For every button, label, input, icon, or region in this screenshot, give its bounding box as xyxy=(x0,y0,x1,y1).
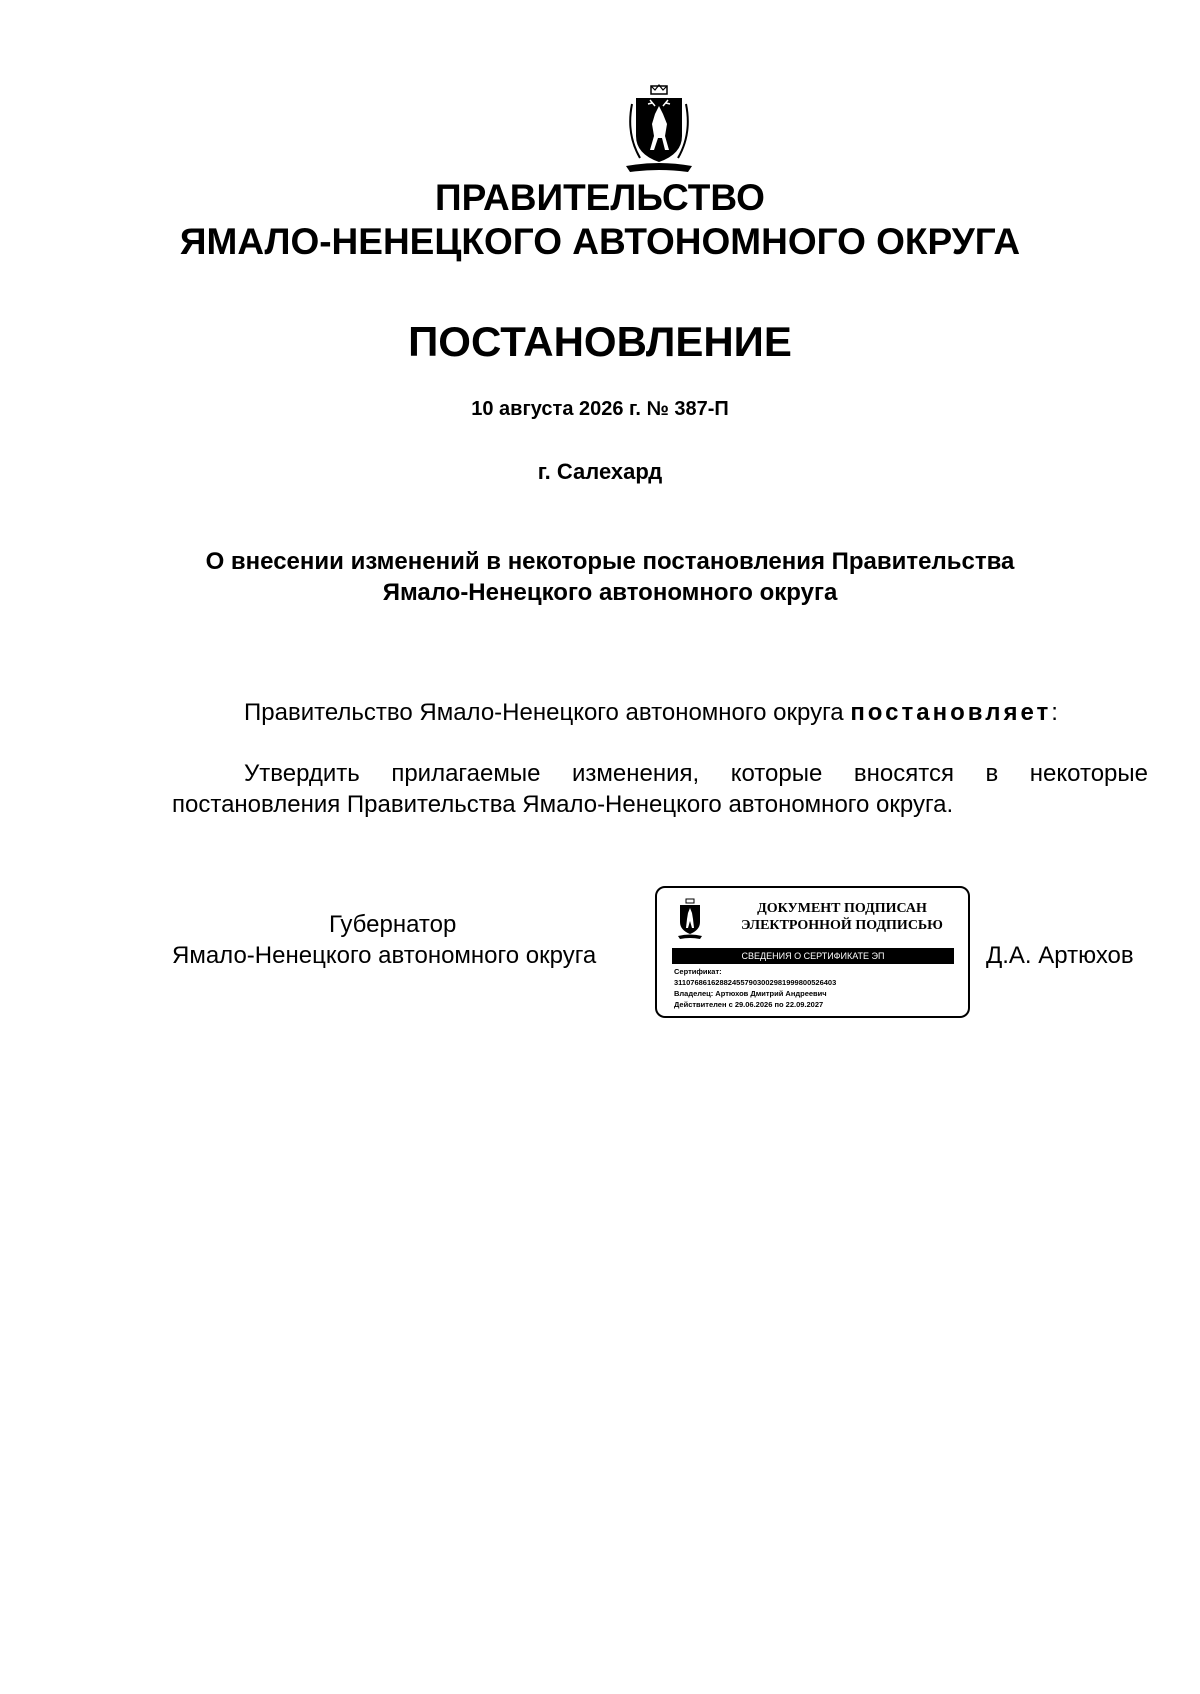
decision-paragraph: Утвердить прилагаемые изменения, которые вносятся в некоторые постановления Правительства Ямало-Ненецкого автономного округа. xyxy=(172,760,1148,818)
stamp-cert-number: 311076861628824557903002981999800526403 xyxy=(674,978,837,987)
signatory-position-line1: Губернатор xyxy=(329,911,457,938)
intro-emphasis: постановляет xyxy=(850,699,1052,726)
stamp-cert-info xyxy=(674,966,964,1010)
org-name-line1: ПРАВИТЕЛЬСТВО xyxy=(435,177,765,218)
doc-city: г. Салехард xyxy=(537,459,663,484)
doc-date-number: 10 августа 2026 г. № 387-П xyxy=(471,398,729,420)
signatory-position-line2: Ямало-Ненецкого автономного округа xyxy=(172,942,597,969)
stamp-title xyxy=(719,900,965,934)
stamp-valid: Действителен с 29.06.2026 по 22.09.2027 xyxy=(674,1000,824,1009)
org-name-line2: ЯМАЛО-НЕНЕЦКОГО АВТОНОМНОГО ОКРУГА xyxy=(179,221,1021,262)
signatory-position xyxy=(172,909,642,971)
org-name xyxy=(0,176,1200,264)
doc-type-title: ПОСТАНОВЛЕНИЕ xyxy=(408,318,792,365)
intro-end: : xyxy=(1051,699,1058,726)
doc-subject-line2: Ямало-Ненецкого автономного округа xyxy=(382,579,838,606)
stamp-cert-label: Сертификат: xyxy=(674,967,722,976)
doc-subject-line1: О внесении изменений в некоторые постановления Правительства xyxy=(205,548,1015,575)
intro-paragraph xyxy=(172,697,1148,728)
stamp-title-line1: ДОКУМЕНТ ПОДПИСАН xyxy=(757,901,927,916)
coat-of-arms-icon xyxy=(622,84,696,176)
e-signature-stamp xyxy=(655,886,970,1018)
coat-of-arms-icon xyxy=(676,898,704,940)
intro-text: Правительство Ямало-Ненецкого автономного округа xyxy=(244,699,851,726)
doc-subject xyxy=(180,546,1040,608)
signatory-name: Д.А. Артюхов xyxy=(986,942,1134,969)
stamp-cert-bar: СВЕДЕНИЯ О СЕРТИФИКАТЕ ЭП xyxy=(672,948,954,964)
stamp-owner: Владелец: Артюхов Дмитрий Андреевич xyxy=(674,989,827,998)
stamp-title-line2: ЭЛЕКТРОННОЙ ПОДПИСЬЮ xyxy=(741,918,943,933)
